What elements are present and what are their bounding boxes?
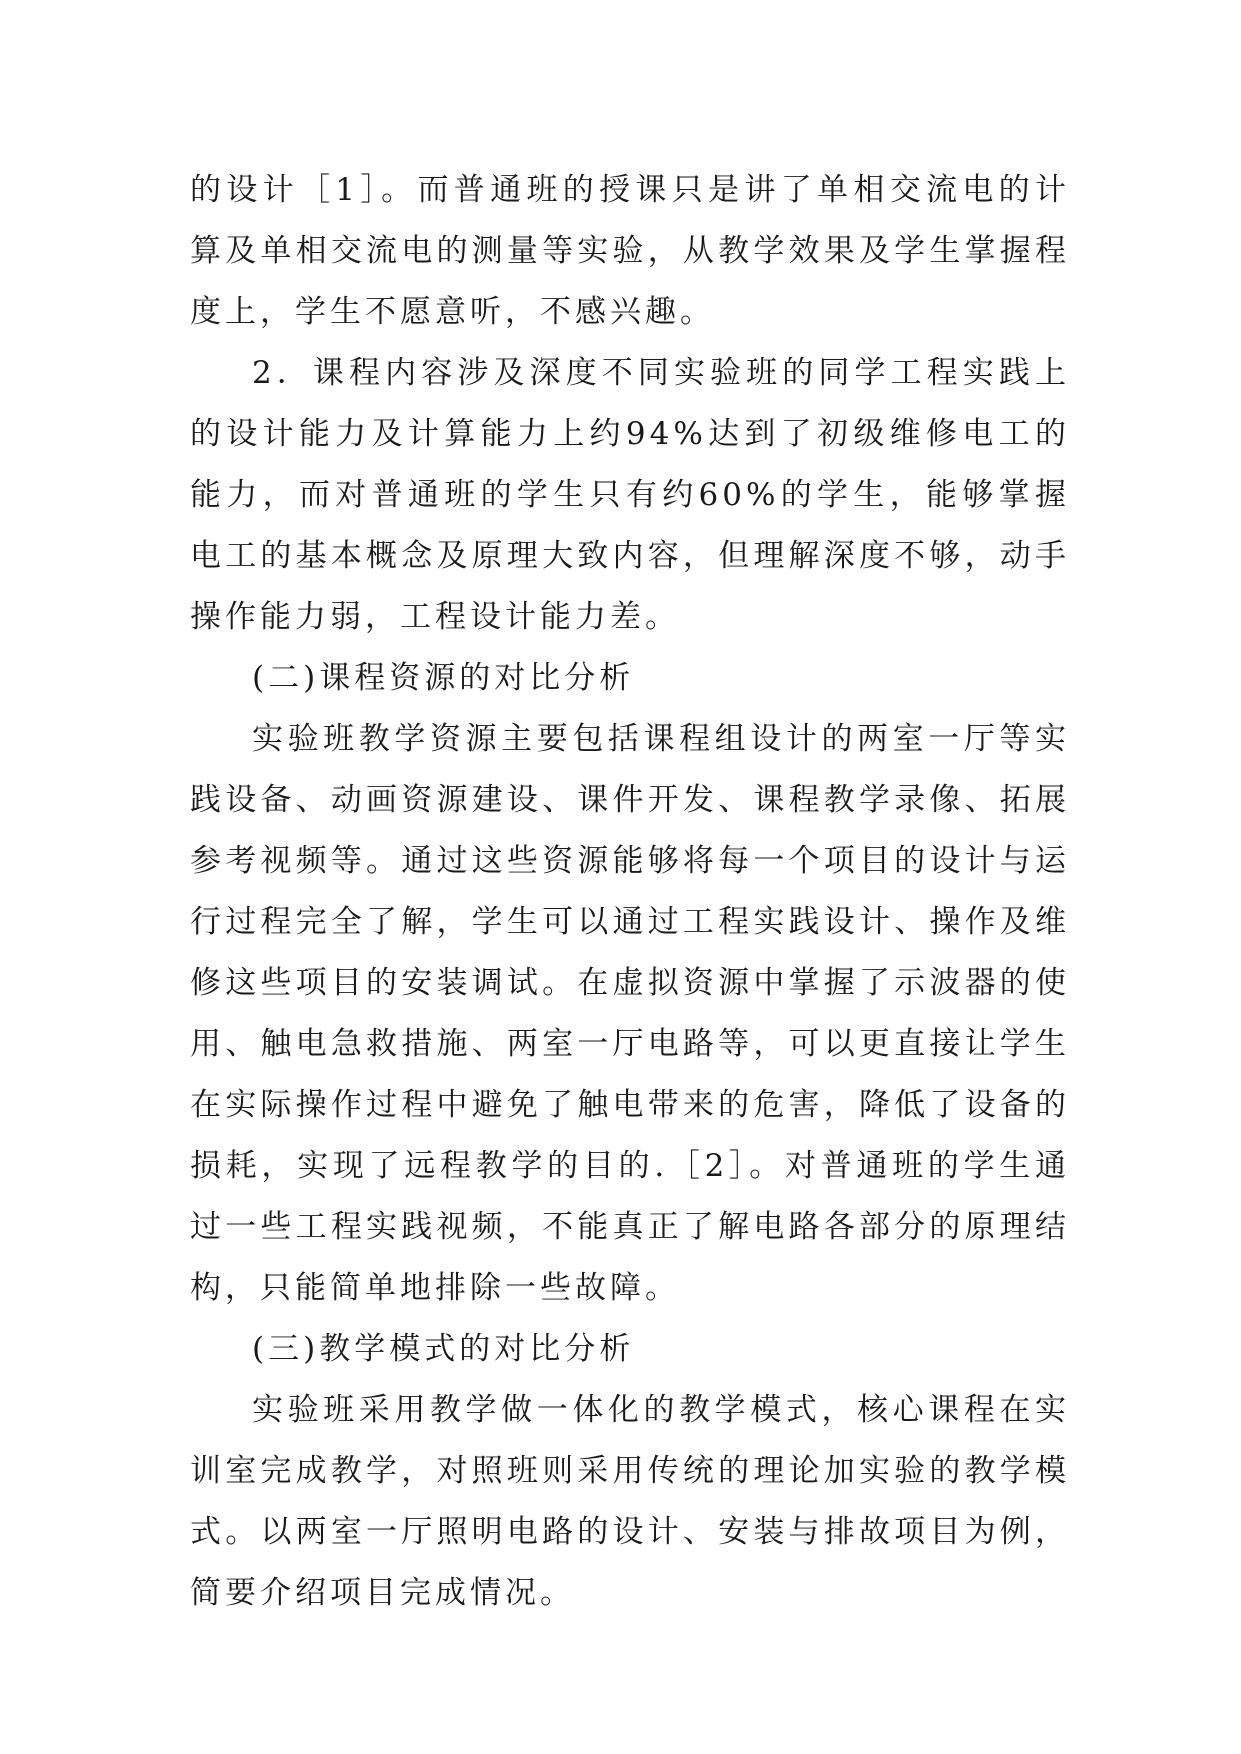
section-heading-course-resources: (二)课程资源的对比分析	[252, 660, 635, 696]
section-heading-teaching-mode: (三)教学模式的对比分析	[252, 1331, 635, 1367]
paragraph-teaching-mode: 实验班采用教学做一体化的教学模式，核心课程在实训室完成教学，对照班则采用传统的理论加实验的教学模式。以两室一厅照明电路的设计、安装与排故项目为例，简要介绍项目完成情况。	[190, 1392, 1070, 1611]
document-body	[190, 160, 1070, 1624]
paragraph-course-resources: 实验班教学资源主要包括课程组设计的两室一厅等实践设备、动画资源建设、课件开发、课程教学录像、拓展参考视频等。通过这些资源能够将每一个项目的设计与运行过程完全了解，学生可以通过工程实践设计、操作及维修这些项目的安装调试。在虚拟资源中掌握了示波器的使用、触电急救措施、两室一厅电路等，可以更直接让学生在实际操作过程中避免了触电带来的危害，降低了设备的损耗，实现了远程教学的目的.［2］。对普通班的学生通过一些工程实践视频，不能真正了解电路各部分的原理结构，只能简单地排除一些故障。	[190, 721, 1070, 1306]
paragraph-course-content-depth: 2．课程内容涉及深度不同实验班的同学工程实践上的设计能力及计算能力上约94%达到了初级维修电工的能力，而对普通班的学生只有约60%的学生，能够掌握电工的基本概念及原理大致内容，但理解深度不够，动手操作能力弱，工程设计能力差。	[190, 355, 1070, 635]
paragraph-continuation: 的设计［1］。而普通班的授课只是讲了单相交流电的计算及单相交流电的测量等实验，从教学效果及学生掌握程度上，学生不愿意听，不感兴趣。	[190, 172, 1070, 330]
